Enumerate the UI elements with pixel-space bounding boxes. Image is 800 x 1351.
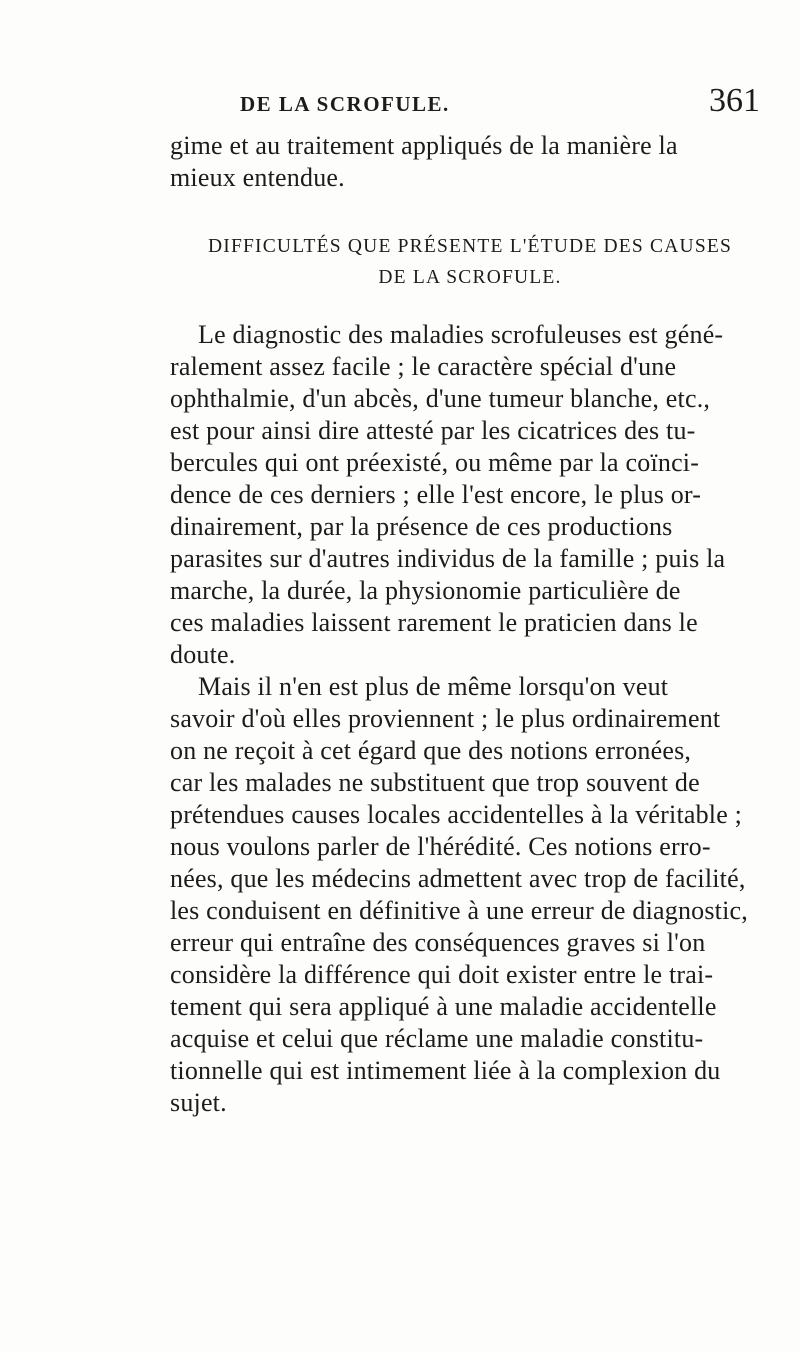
text-line: prétendues causes locales accidentelles à la véritable ; <box>170 800 743 829</box>
running-head <box>240 82 760 122</box>
text-line: sujet. <box>170 1088 227 1117</box>
text-line: marche, la durée, la physionomie particulière de <box>170 576 681 605</box>
text-line: tement qui sera appliqué à une maladie accidentelle <box>170 992 717 1021</box>
section-heading: DIFFICULTÉS QUE PRÉSENTE L'ÉTUDE DES CAUSES <box>207 236 733 257</box>
running-title: DE LA SCROFULE. <box>240 92 450 116</box>
page-number: 361 <box>709 82 760 119</box>
text-line: les conduisent en définitive à une erreur de diagnostic, <box>170 896 748 925</box>
text-line: car les malades ne substituent que trop souvent de <box>170 768 700 797</box>
text-line: mieux entendue. <box>170 163 345 192</box>
text-line: ophthalmie, d'un abcès, d'une tumeur blanche, etc., <box>170 384 711 413</box>
text-line: gime et au traitement appliqués de la manière la <box>170 131 678 160</box>
section-heading: DE LA SCROFULE. <box>378 267 562 288</box>
text-line: doute. <box>170 640 236 669</box>
text-line: erreur qui entraîne des conséquences graves si l'on <box>170 928 706 957</box>
text-line: bercules qui ont préexisté, ou même par la coïnci- <box>170 448 700 477</box>
text-line: on ne reçoit à cet égard que des notions erronées, <box>170 736 692 765</box>
text-line: tionnelle qui est intimement liée à la complexion du <box>170 1056 721 1085</box>
text-line: dence de ces derniers ; elle l'est encore, le plus or- <box>170 480 702 509</box>
text-line: nées, que les médecins admettent avec trop de facilité, <box>170 864 746 893</box>
text-line: considère la différence qui doit exister entre le trai- <box>170 960 714 989</box>
text-line: parasites sur d'autres individus de la famille ; puis la <box>170 544 726 573</box>
text-line: savoir d'où elles proviennent ; le plus ordinairement <box>170 704 721 733</box>
text-line: ralement assez facile ; le caractère spécial d'une <box>170 352 677 381</box>
text-line: acquise et celui que réclame une maladie constitu- <box>170 1024 704 1053</box>
text-line: est pour ainsi dire attesté par les cicatrices des tu- <box>170 416 696 445</box>
text-line: ces maladies laissent rarement le praticien dans le <box>170 608 698 637</box>
text-line: Mais il n'en est plus de même lorsqu'on veut <box>198 672 669 701</box>
text-line: nous voulons parler de l'hérédité. Ces notions erro- <box>170 832 711 861</box>
text-line: dinairement, par la présence de ces productions <box>170 512 673 541</box>
text-line: Le diagnostic des maladies scrofuleuses est géné- <box>198 320 724 349</box>
